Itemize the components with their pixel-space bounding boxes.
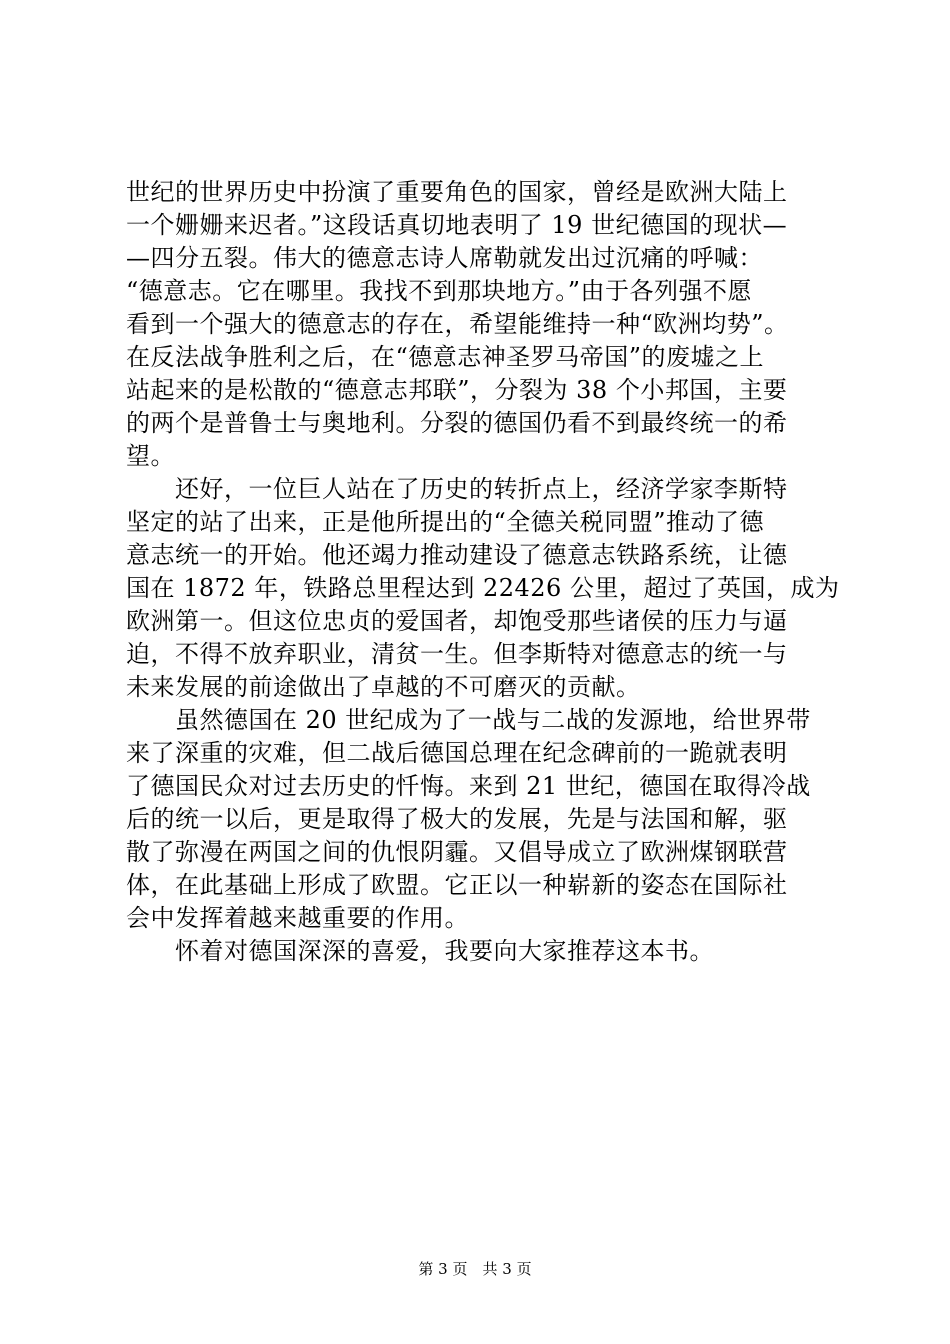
text-line: “德意志。它在哪里。我找不到那块地方。”由于各列强不愿 <box>126 277 753 305</box>
text-line: 欧洲第一。但这位忠贞的爱国者，却饱受那些诸侯的压力与逼 <box>126 607 788 635</box>
text-line: 在反法战争胜利之后，在“德意志神圣罗马帝国”的废墟之上 <box>126 343 765 371</box>
text-line: 会中发挥着越来越重要的作用。 <box>126 904 469 932</box>
text-line: 还好，一位巨人站在了历史的转折点上，经济学家李斯特 <box>126 475 788 503</box>
text-line: —四分五裂。伟大的德意志诗人席勒就发出过沉痛的呼喊： <box>126 244 763 272</box>
text-line: 的两个是普鲁士与奥地利。分裂的德国仍看不到最终统一的希 <box>126 409 788 437</box>
text-line: 虽然德国在 20 世纪成为了一战与二战的发源地，给世界带 <box>126 706 811 734</box>
text-line: 怀着对德国深深的喜爱，我要向大家推荐这本书。 <box>126 937 714 965</box>
text-line: 坚定的站了出来，正是他所提出的“全德关税同盟”推动了德 <box>126 508 765 536</box>
text-line: 体，在此基础上形成了欧盟。它正以一种崭新的姿态在国际社 <box>126 871 788 899</box>
text-line: 后的统一以后，更是取得了极大的发展，先是与法国和解，驱 <box>126 805 788 833</box>
page-footer: 第 3 页 共 3 页 <box>418 1260 532 1278</box>
text-line: 看到一个强大的德意志的存在，希望能维持一种“欧洲均势”。 <box>126 310 789 338</box>
text-line: 国在 1872 年，铁路总里程达到 22426 公里，超过了英国，成为 <box>126 574 840 602</box>
text-line: 一个姗姗来迟者。”这段话真切地表明了 19 世纪德国的现状— <box>126 211 788 239</box>
text-line: 站起来的是松散的“德意志邦联”，分裂为 38 个小邦国，主要 <box>126 376 788 404</box>
text-line: 迫，不得不放弃职业，清贫一生。但李斯特对德意志的统一与 <box>126 640 788 668</box>
text-line: 了德国民众对过去历史的忏悔。来到 21 世纪，德国在取得冷战 <box>126 772 811 800</box>
text-line: 世纪的世界历史中扮演了重要角色的国家，曾经是欧洲大陆上 <box>126 178 788 206</box>
text-line: 来了深重的灾难，但二战后德国总理在纪念碑前的一跪就表明 <box>126 739 788 767</box>
text-line: 未来发展的前途做出了卓越的不可磨灭的贡献。 <box>126 673 641 701</box>
text-line: 意志统一的开始。他还竭力推动建设了德意志铁路系统，让德 <box>126 541 788 569</box>
body-text <box>126 176 846 968</box>
text-line: 望。 <box>126 442 175 470</box>
text-line: 散了弥漫在两国之间的仇恨阴霾。又倡导成立了欧洲煤钢联营 <box>126 838 788 866</box>
